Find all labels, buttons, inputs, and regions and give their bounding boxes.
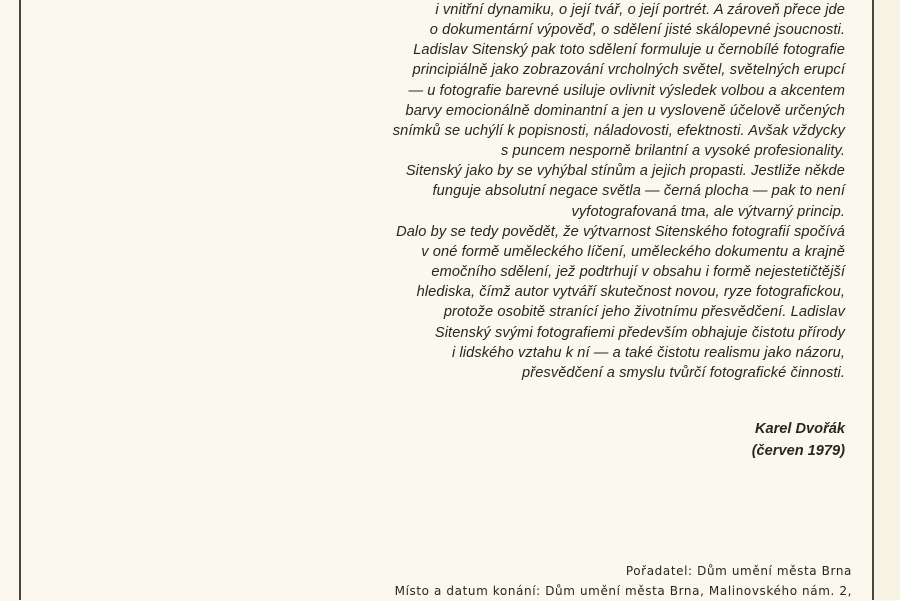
essay-line: s puncem nesporně brilantní a vysoké profesionality.: [500, 143, 845, 160]
page-margin: [874, 0, 900, 600]
essay-line: vyfotografovaná tma, ale výtvarný princip.: [571, 203, 845, 220]
essay-line: v oné formě uměleckého líčení, uměleckého dokumentu a krajně: [421, 243, 845, 260]
essay-line: i vnitřní dynamiku, o její tvář, o její portrét. A zároveň přece jde: [435, 2, 845, 18]
essay-line: o dokumentární výpověď, o sdělení jisté skálopevné jsoucnosti.: [429, 22, 845, 39]
signature-author: Karel Dvořák: [754, 421, 845, 437]
essay-line: hlediska, čímž autor vytváří skutečnost novou, ryze fotografickou,: [416, 284, 845, 301]
organizer-line: Pořadatel: Dům umění města Brna: [625, 564, 852, 578]
essay-line: Sitenský svými fotografiemi především obhajuje čistotu přírody: [434, 324, 845, 341]
essay-text: [393, 0, 845, 383]
signature-date: (červen 1979): [751, 443, 845, 459]
venue-line: Místo a datum konání: Dům umění města Brna, Malinovského nám. 2,: [394, 584, 852, 598]
footer-info: [395, 561, 852, 601]
essay-line: přesvědčení a smyslu tvůrčí fotografické činnosti.: [522, 364, 845, 381]
page-border-left: [19, 0, 21, 600]
essay-line: Ladislav Sitenský pak toto sdělení formuluje u černobílé fotografie: [413, 42, 845, 59]
essay-line: barvy emocionálně dominantní a jen u vysloveně účelově určených: [405, 102, 845, 119]
essay-line: Dalo by se tedy povědět, že výtvarnost Sitenského fotografií spočívá: [396, 223, 845, 240]
essay-line: emočního sdělení, jež podtrhují v obsahu i formě nejestetičtější: [431, 264, 845, 281]
essay-line: protože osobitě stranící jeho životnímu přesvědčení. Ladislav: [443, 304, 845, 321]
essay-line: funguje absolutní negace světla — černá plocha — pak to není: [432, 183, 845, 200]
signature: [752, 418, 845, 462]
essay-line: Sitenský jako by se vyhýbal stínům a jejich propasti. Jestliže někde: [405, 163, 845, 180]
essay-line: — u fotografie barevné usiluje ovlivnit výsledek volbou a akcentem: [408, 82, 845, 99]
essay-line: snímků se uchýlí k popisnosti, náladovosti, efektnosti. Avšak vždycky: [392, 122, 845, 139]
essay-line: principiálně jako zobrazování vrcholných světel, světelných erupcí: [412, 62, 845, 79]
essay-line: i lidského vztahu k ní — a také čistotu realismu jako názoru,: [451, 344, 845, 361]
